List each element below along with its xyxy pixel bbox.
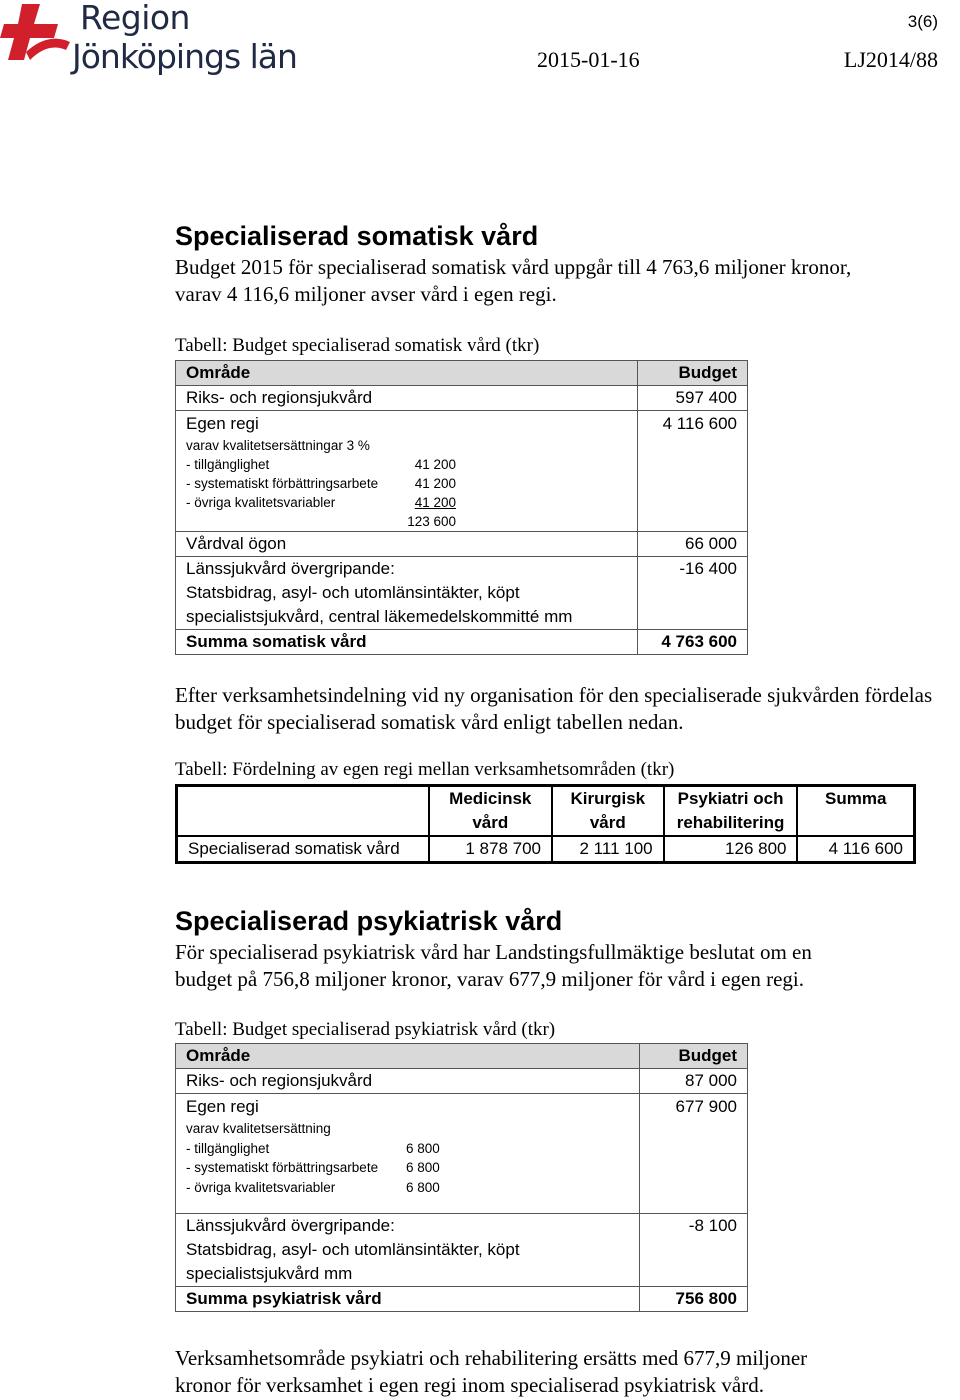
table-caption-psychiatric: Tabell: Budget specialiserad psykiatrisk vård (tkr) — [175, 1019, 556, 1040]
row-label: Summa somatisk vård — [176, 630, 638, 655]
subrow-item: - tillgänglighet 6 800 — [186, 1140, 440, 1156]
column-header-budget: Budget — [640, 1044, 748, 1069]
section-title-psychiatric: Specialiserad psykiatrisk vård — [175, 906, 563, 936]
budget-table-somatic — [175, 360, 748, 655]
row-label: Summa psykiatrisk vård — [176, 1287, 640, 1312]
paragraph-line: varav 4 116,6 miljoner avser vård i egen regi. — [175, 282, 557, 306]
paragraph-distribution — [175, 682, 932, 736]
table-row-total — [176, 630, 748, 655]
paragraph-line: budget för specialiserad somatisk vård enligt tabellen nedan. — [175, 710, 684, 734]
budget-table-psychiatric — [175, 1043, 748, 1312]
subrow-title: varav kvalitetsersättning — [186, 1121, 331, 1136]
table-subrow — [176, 436, 748, 532]
table-header-row — [177, 786, 915, 837]
row-value: 126 800 — [664, 836, 798, 863]
row-label: Egen regi — [176, 411, 638, 437]
row-value: 756 800 — [640, 1287, 748, 1312]
column-header-budget: Budget — [638, 361, 748, 386]
subrow-item: - tillgänglighet 41 200 — [186, 457, 456, 472]
paragraph-line: Budget 2015 för specialiserad somatisk vård uppgår till 4 763,6 miljoner kronor, — [175, 255, 852, 279]
paragraph-line: Verksamhetsområde psykiatri och rehabilitering ersätts med 677,9 miljoner — [175, 1346, 808, 1370]
row-label: Länssjukvård övergripande: Statsbidrag, asyl- och utomlänsintäkter, köpt specialistsjukvård, central läkemedelskommitté mm — [176, 557, 638, 630]
paragraph-line: För specialiserad psykiatrisk vård har Landstingsfullmäktige beslutat om en — [175, 940, 812, 964]
subrow-item: - övriga kvalitetsvariabler 41 200 — [186, 495, 456, 510]
row-value: -16 400 — [638, 557, 748, 630]
region-logo-mark — [0, 2, 72, 72]
row-label: Riks- och regionsjukvård — [176, 1069, 640, 1094]
paragraph-line: Efter verksamhetsindelning vid ny organisation för den specialiserade sjukvården fördelas — [175, 683, 933, 707]
table-row — [176, 1069, 748, 1094]
column-header-area: Område — [176, 361, 638, 386]
table-row — [176, 532, 748, 557]
paragraph-line: budget på 756,8 miljoner kronor, varav 677,9 miljoner för vård i egen regi. — [175, 967, 804, 991]
row-label: Länssjukvård övergripande: Statsbidrag, asyl- och utomlänsintäkter, köpt specialistsjukvård mm — [176, 1214, 640, 1287]
subrow-item: - systematiskt förbättringsarbete 6 800 — [186, 1160, 440, 1175]
table-row — [176, 411, 748, 437]
table-row — [176, 557, 748, 630]
distribution-table — [175, 784, 916, 864]
column-header: Medicinsk vård — [429, 786, 552, 837]
column-header: Psykiatri och rehabilitering — [664, 786, 798, 837]
row-value: 677 900 — [640, 1094, 748, 1120]
paragraph-line: kronor för verksamhet i egen regi inom specialiserad psykiatrisk vård. — [175, 1373, 764, 1397]
row-value: 4 116 600 — [797, 836, 914, 863]
section-paragraph-psychiatric — [175, 939, 812, 993]
logo-text-county: Jönköpings län — [72, 37, 297, 76]
row-value: 1 878 700 — [429, 836, 552, 863]
table-row — [177, 836, 915, 863]
subrow-item: - övriga kvalitetsvariabler 6 800 — [186, 1179, 440, 1195]
row-value: -8 100 — [640, 1214, 748, 1287]
table-row — [176, 1214, 748, 1287]
subrow-item: - systematiskt förbättringsarbete 41 200 — [186, 476, 456, 491]
column-header: Summa — [797, 786, 914, 837]
table-row — [176, 386, 748, 411]
column-header-area: Område — [176, 1044, 640, 1069]
row-value: 2 111 100 — [552, 836, 664, 863]
subrow-title: varav kvalitetsersättningar 3 % — [186, 438, 370, 453]
page-number: 3(6) — [907, 12, 938, 31]
row-label: Vårdval ögon — [176, 532, 638, 557]
table-subrow — [176, 1119, 748, 1214]
document-reference: LJ2014/88 — [843, 47, 938, 72]
subrow-subtotal: 123 600 — [407, 514, 456, 529]
row-label: Riks- och regionsjukvård — [176, 386, 638, 411]
section-title-somatic: Specialiserad somatisk vård — [175, 221, 539, 251]
row-value: 66 000 — [638, 532, 748, 557]
logo-text-region: Region — [80, 0, 190, 37]
table-row — [176, 1094, 748, 1120]
table-row-total — [176, 1287, 748, 1312]
row-value: 4 763 600 — [638, 630, 748, 655]
document-date: 2015-01-16 — [537, 47, 640, 72]
paragraph-psychiatry-compensation — [175, 1345, 807, 1399]
column-header: Kirurgisk vård — [552, 786, 664, 837]
row-label: Specialiserad somatisk vård — [177, 836, 429, 863]
row-label: Egen regi — [176, 1094, 640, 1120]
table-caption-distribution: Tabell: Fördelning av egen regi mellan verksamhetsområden (tkr) — [175, 759, 675, 780]
row-value: 4 116 600 — [638, 411, 748, 437]
row-value: 597 400 — [638, 386, 748, 411]
table-caption-somatic: Tabell: Budget specialiserad somatisk vård (tkr) — [175, 335, 540, 356]
section-paragraph-somatic — [175, 254, 851, 308]
row-value: 87 000 — [640, 1069, 748, 1094]
